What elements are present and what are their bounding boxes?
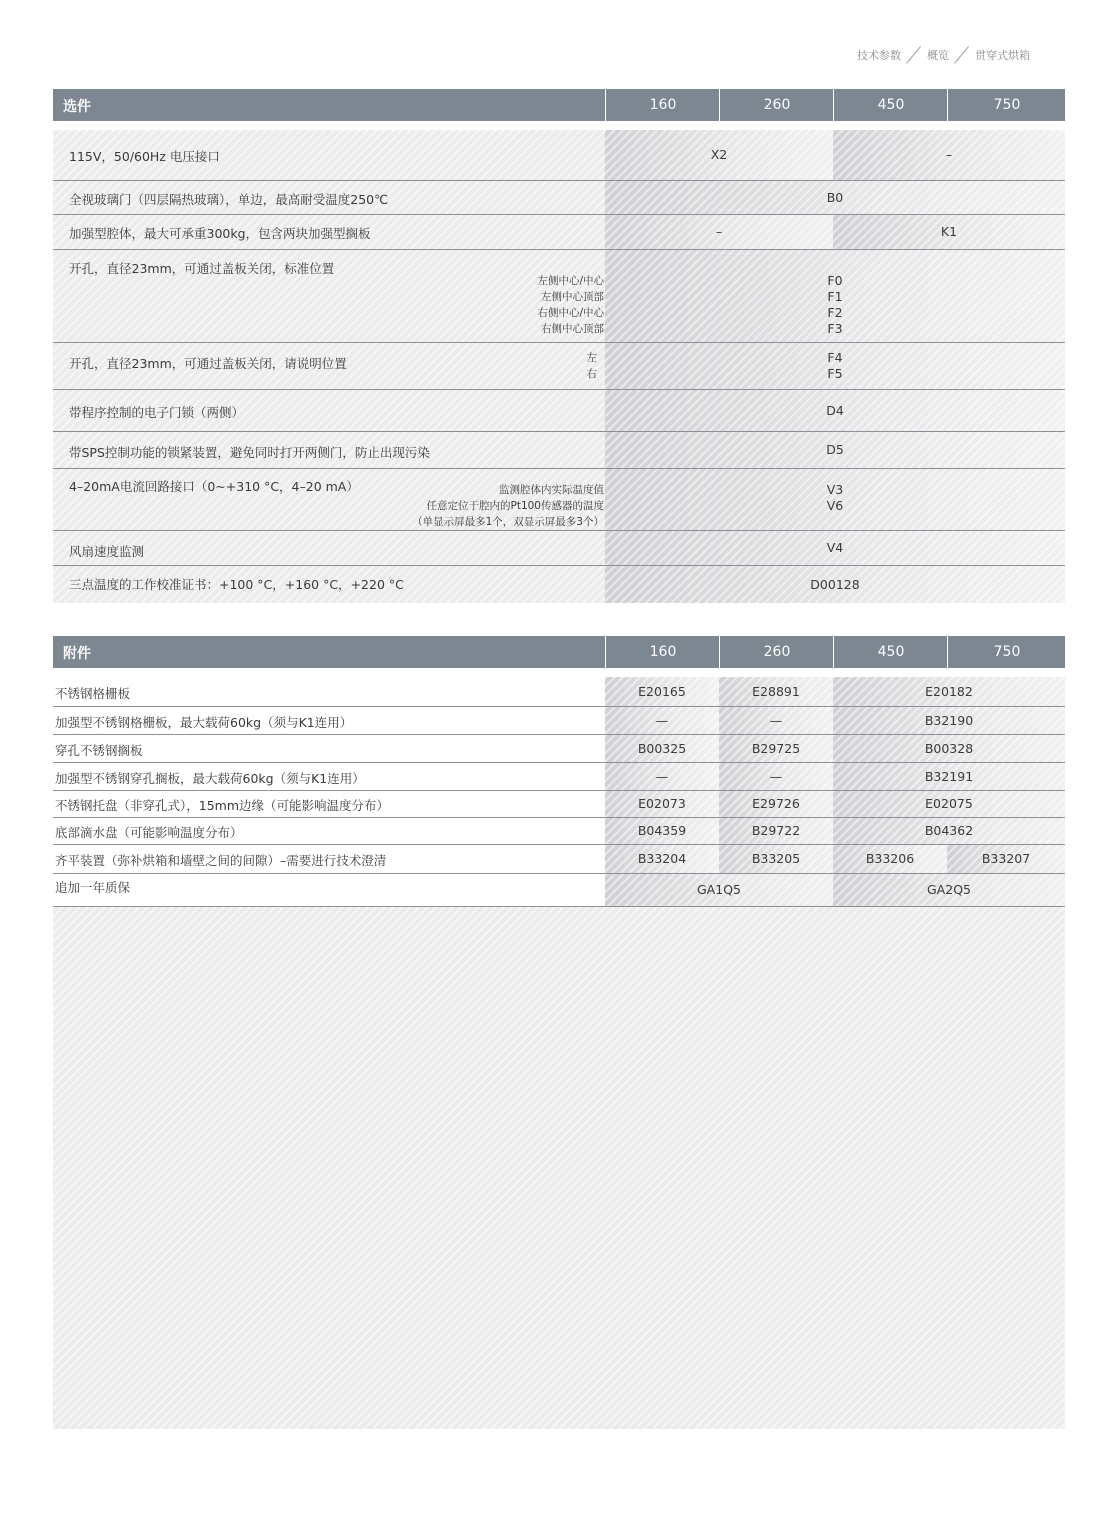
table-row	[53, 677, 1065, 707]
accessories-col-450: 450	[833, 636, 948, 668]
accessories-col-160: 160	[605, 636, 720, 668]
value-cell	[833, 130, 1065, 180]
position-list	[537, 273, 604, 337]
value-cell	[605, 390, 1065, 431]
value-cell	[605, 845, 719, 873]
options-title: 选件	[63, 99, 91, 115]
accessories-table-header	[53, 636, 1065, 668]
value-cell	[605, 818, 719, 844]
table-row	[53, 735, 1065, 763]
option-code: V6	[826, 498, 844, 513]
part-number: B00328	[924, 740, 974, 756]
value-cell	[719, 845, 833, 873]
option-code: X2	[710, 147, 728, 162]
part-number: B32191	[924, 768, 974, 784]
part-number: E20165	[638, 683, 686, 699]
table-row	[53, 181, 1065, 215]
table-row	[53, 818, 1065, 845]
part-number: B29725	[751, 740, 801, 756]
part-number: —	[655, 768, 669, 784]
value-cell	[719, 818, 833, 844]
value-cell	[605, 432, 1065, 468]
value-cell	[833, 677, 1065, 706]
value-cell	[605, 707, 719, 734]
table-row	[53, 432, 1065, 469]
value-cell	[605, 874, 833, 906]
row-label: 加强型腔体，最大可承重300kg，包含两块加强型搁板	[69, 226, 371, 241]
accessories-col-260: 260	[719, 636, 834, 668]
table-row	[53, 250, 1065, 343]
table-row	[53, 707, 1065, 735]
table-row	[53, 390, 1065, 432]
row-label: 追加一年质保	[55, 880, 131, 895]
options-col-450: 450	[833, 89, 948, 121]
part-number: B33205	[751, 851, 801, 866]
value-cell	[833, 763, 1065, 790]
option-code: D5	[826, 442, 844, 457]
sensor-notes	[412, 482, 604, 530]
option-code: K1	[940, 224, 958, 239]
value-cell	[833, 845, 947, 873]
value-cell	[719, 677, 833, 706]
value-cell	[605, 531, 1065, 565]
part-number: B33207	[981, 851, 1031, 866]
value-cell	[719, 791, 833, 817]
value-cell	[605, 181, 1065, 214]
value-cell	[605, 791, 719, 817]
part-number: E02073	[638, 796, 686, 811]
option-code: V3	[826, 482, 844, 497]
value-cell	[605, 250, 1065, 342]
row-label: 带SPS控制功能的锁紧装置，避免同时打开两侧门，防止出现污染	[69, 445, 430, 460]
row-label: 不锈钢托盘（非穿孔式），15mm边缘（可能影响温度分布）	[55, 798, 390, 813]
row-label: 齐平装置（弥补烘箱和墙壁之间的间隙）–需要进行技术澄清	[55, 853, 387, 868]
row-label: 带程序控制的电子门锁（两侧）	[69, 405, 245, 420]
part-number: B04359	[637, 823, 687, 838]
option-code: D00128	[810, 576, 860, 592]
table-row	[53, 130, 1065, 181]
position-label: 右侧中心/中心	[537, 307, 604, 319]
part-number: B33204	[637, 851, 687, 866]
breadcrumb	[857, 46, 1030, 64]
value-cell	[605, 566, 1065, 603]
table-row	[53, 874, 1065, 907]
value-cell	[605, 343, 1065, 389]
table-row	[53, 791, 1065, 818]
row-label: 4–20mA电流回路接口（0~+310 °C，4–20 mA）	[69, 479, 359, 494]
accessories-table	[53, 677, 1065, 907]
option-code: –	[945, 147, 953, 162]
option-code: B0	[826, 189, 844, 205]
row-label: 底部滴水盘（可能影响温度分布）	[55, 825, 243, 840]
sensor-note: 任意定位于腔内的Pt100传感器的温度	[426, 500, 604, 512]
sensor-note: 监测腔体内实际温度值	[499, 484, 604, 496]
part-number: E29726	[752, 796, 800, 811]
part-number: —	[769, 768, 783, 784]
table-row	[53, 566, 1065, 603]
options-table	[53, 130, 1065, 603]
row-label: 风扇速度监测	[69, 544, 145, 559]
option-code: –	[715, 224, 723, 239]
part-number: B33206	[865, 851, 915, 866]
row-label: 三点温度的工作校准证书：+100 °C，+160 °C，+220 °C	[69, 577, 404, 592]
part-number: —	[655, 712, 669, 728]
breadcrumb-separator	[905, 46, 923, 64]
table-row	[53, 343, 1065, 390]
position-label: 左	[586, 352, 597, 364]
option-code: F3	[827, 321, 843, 336]
table-row	[53, 845, 1065, 874]
option-code: F5	[827, 366, 843, 381]
value-cell	[833, 215, 1065, 249]
option-code: F4	[827, 350, 843, 365]
table-row	[53, 215, 1065, 250]
option-code: F2	[827, 305, 843, 320]
row-label: 开孔，直径23mm，可通过盖板关闭，请说明位置	[69, 356, 347, 371]
breadcrumb-item-oven[interactable]: 贯穿式烘箱	[975, 49, 1030, 62]
table-row	[53, 763, 1065, 791]
value-cell	[833, 874, 1065, 906]
row-label: 不锈钢格栅板	[55, 686, 131, 701]
breadcrumb-separator	[953, 46, 971, 64]
part-number: B00325	[637, 740, 687, 756]
position-label: 左侧中心顶部	[541, 291, 604, 303]
value-cell	[605, 215, 833, 249]
position-label: 左侧中心/中心	[537, 275, 604, 287]
row-label: 穿孔不锈钢搁板	[55, 743, 143, 758]
value-cell	[947, 845, 1065, 873]
row-label: 加强型不锈钢穿孔搁板，最大载荷60kg（须与K1连用）	[55, 771, 365, 786]
value-cell	[605, 677, 719, 706]
option-code: F1	[827, 289, 843, 304]
position-label: 右侧中心顶部	[541, 323, 604, 335]
value-cell	[833, 818, 1065, 844]
value-cell	[605, 469, 1065, 530]
option-code: V4	[826, 540, 844, 555]
part-number: GA1Q5	[697, 882, 741, 897]
value-cell	[605, 763, 719, 790]
part-number: B29722	[751, 823, 801, 838]
row-label: 115V，50/60Hz 电压接口	[69, 149, 220, 164]
breadcrumb-item-overview[interactable]: 概览	[927, 49, 949, 62]
row-label: 全视玻璃门（四层隔热玻璃），单边，最高耐受温度250℃	[69, 192, 389, 207]
position-list	[587, 350, 598, 382]
value-cell	[605, 130, 833, 180]
options-col-160: 160	[605, 89, 720, 121]
decorative-background-panel	[53, 907, 1065, 1429]
options-col-750: 750	[947, 89, 1066, 121]
value-cell	[605, 735, 719, 762]
sensor-note: （单显示屏最多1个，双显示屏最多3个）	[412, 516, 604, 528]
row-label: 加强型不锈钢格栅板，最大载荷60kg（须与K1连用）	[55, 715, 353, 730]
value-cell	[719, 735, 833, 762]
part-number: E02075	[925, 796, 973, 811]
part-number: B04362	[924, 823, 974, 838]
part-number: E20182	[925, 683, 973, 699]
option-code: F0	[827, 273, 843, 288]
option-code: D4	[826, 402, 844, 418]
position-label: 右	[586, 368, 597, 380]
options-col-260: 260	[719, 89, 834, 121]
table-row	[53, 531, 1065, 566]
breadcrumb-item-specs[interactable]: 技术参数	[857, 49, 901, 62]
options-table-header	[53, 89, 1065, 121]
part-number: B32190	[924, 712, 974, 728]
accessories-col-750: 750	[947, 636, 1066, 668]
value-cell	[833, 791, 1065, 817]
value-cell	[719, 763, 833, 790]
value-cell	[719, 707, 833, 734]
accessories-title: 附件	[63, 646, 91, 662]
part-number: —	[769, 712, 783, 728]
row-label: 开孔，直径23mm，可通过盖板关闭，标准位置	[69, 261, 335, 276]
value-cell	[833, 707, 1065, 734]
value-cell	[833, 735, 1065, 762]
part-number: E28891	[752, 683, 800, 699]
part-number: GA2Q5	[927, 882, 971, 897]
table-row	[53, 469, 1065, 531]
